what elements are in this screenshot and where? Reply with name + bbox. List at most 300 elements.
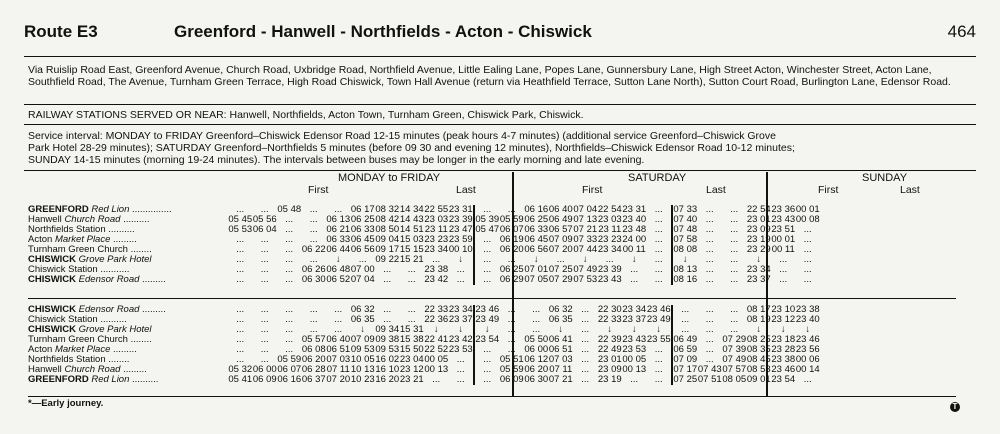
time-cell: 23 43 [771,214,796,225]
sunday-heading: SUNDAY [862,172,908,184]
time-cell: 05 57 [301,334,326,345]
timetable-row [28,215,820,225]
time-cell: ... [803,234,812,245]
time-cell: 23 42 [448,334,473,345]
time-cell: 23 46 [795,334,820,345]
time-cell: ... [309,304,318,315]
time-cell: 00 13 [622,364,647,375]
time-cell: ... [236,254,245,265]
time-cell: ... [730,214,739,225]
time-cell: 23 39 [448,214,473,225]
time-cell: 07 44 [573,244,598,255]
time-cell: 06 41 [548,334,573,345]
time-cell: ... [474,345,500,355]
time-cell: 06 25 [499,264,524,275]
time-cell: 05 47 [475,224,500,235]
transport-logo-icon: T [950,402,960,412]
time-cell: 22 41 [424,334,449,345]
time-cell: 05 53 [228,224,253,235]
time-cell: 06 25 [524,214,549,225]
time-cell: ... [456,264,465,275]
time-cell: ... [654,274,663,285]
time-cell: 06 37 [301,374,326,385]
stop-name [28,275,228,285]
time-cell: 06 22 [301,244,326,255]
time-cell: 09 17 [375,244,400,255]
time-cell: 07 17 [673,364,698,375]
time-cell: 23 23 [597,234,622,245]
stop-name-main: Chiswick Station [28,264,98,275]
time-cell: ... [705,204,714,215]
time-cell: 06 13 [326,214,351,225]
time-cell: 23 48 [622,224,647,235]
time-cell: 07 43 [697,364,722,375]
time-cell: ... [260,354,269,365]
stop-name-suffix: Edensor Road [78,274,140,285]
time-cell: 05 50 [524,334,549,345]
time-cell: ... [730,324,739,335]
leader-dots: .......... [123,214,150,225]
time-cell: 05 51 [499,354,524,365]
time-cell: 00 11 [771,244,795,255]
time-cell: 06 17 [350,204,375,215]
railway-stations: RAILWAY STATIONS SERVED OR NEAR: Hanwell, Northfields, Acton Town, Turnham Green, Chiswick Park, Chiswick. [28,109,584,121]
time-cell: ... [654,254,663,265]
time-cell: ↓ [756,324,762,335]
time-cell: 15 50 [399,344,424,355]
time-cell: 07 05 [524,274,549,285]
leader-dots: ......... [142,274,166,285]
time-cell: 08 16 [673,274,698,285]
time-cell: 22 52 [424,344,449,355]
time-cell: ... [456,364,465,375]
time-cell: ... [730,274,739,285]
time-cell: 05 59 [499,364,524,375]
time-cell: 07 51 [697,374,722,385]
time-cell: 06 57 [548,224,573,235]
time-cell: ↓ [756,254,762,265]
time-cell: 00 14 [795,364,820,375]
time-cell: ... [654,364,663,375]
time-cell: 14 43 [399,214,424,225]
time-cell: ... [456,274,465,285]
timetable-row [28,375,820,385]
time-cell: 23 11 [424,224,448,235]
time-cell: 05 48 [277,204,302,215]
time-cell: 23 51 [771,224,796,235]
time-cell: 06 44 [326,244,351,255]
stop-name-main: Acton [28,234,53,245]
time-cell: 06 33 [326,234,351,245]
time-cell: 07 04 [573,204,598,215]
time-cell: ↓ [533,254,539,265]
time-cell: 07 11 [326,364,350,375]
time-cell: ... [654,264,663,275]
time-cell: ... [605,254,614,265]
time-cell: ... [705,324,714,335]
time-cell: ... [803,374,812,385]
time-cell: 00 13 [424,364,449,375]
page-number: 464 [947,22,976,41]
time-cell: 07 25 [548,264,573,275]
time-cell: 07 33 [673,204,698,215]
time-cell: 23 34 [746,264,771,275]
time-cell: ... [236,264,245,275]
time-cell: 06 45 [524,234,549,245]
time-cell: ... [474,245,500,255]
time-cell: 06 48 [326,264,351,275]
time-cell: ... [407,274,416,285]
time-cell: 23 38 [795,304,820,315]
divider [28,396,956,397]
time-cell: ... [705,234,714,245]
time-cell: 07 09 [673,354,698,365]
time-cell: 06 26 [301,264,326,275]
time-cell: 05 59 [277,354,302,365]
time-cell: 06 30 [301,274,326,285]
time-cell: 07 33 [573,234,598,245]
sat-first-label: First [582,184,603,196]
time-cell: ... [654,204,663,215]
time-cell: 06 00 [524,344,549,355]
time-cell: 22 39 [597,334,622,345]
time-cell: 05 32 [228,364,253,375]
time-cell: ... [730,304,739,315]
time-cell: ... [730,244,739,255]
time-cell: 23 37 [622,314,647,325]
divider [24,124,976,125]
time-cell: ... [730,264,739,275]
time-cell: ... [779,274,788,285]
time-cell: 23 34 [424,244,449,255]
time-cell: 23 36 [771,204,796,215]
time-cell: ... [334,204,343,215]
time-cell: ... [334,304,343,315]
time-cell: 23 59 [448,234,473,245]
time-cell: ↓ [335,254,341,265]
leader-dots: .......... [100,314,127,325]
time-cell: 09 34 [375,324,400,335]
time-cell: ... [432,374,441,385]
time-cell: 23 34 [597,244,622,255]
time-cell: ... [705,344,714,355]
sun-first-label: First [818,184,839,196]
time-cell: ... [705,304,714,315]
stop-name-suffix: Edensor Road [78,304,140,315]
divider [24,104,976,105]
leader-dots: .......... [132,374,159,385]
route-title: Greenford - Hanwell - Northfields - Acton - Chiswick [174,22,592,41]
time-cell: 14 51 [399,224,424,235]
time-cell: ... [383,264,392,275]
time-cell: 15 15 [399,244,424,255]
time-cell: ... [705,254,714,265]
divider [24,56,976,57]
time-cell: ... [474,365,500,375]
stop-name-suffix: Church Road [64,364,121,375]
time-cell: ... [672,305,698,315]
time-cell: 07 48 [673,224,698,235]
time-cell: 00 05 [622,354,647,365]
stop-name-main: CHISWICK [28,274,77,285]
time-cell: 14 34 [399,204,424,215]
time-cell: ... [705,354,714,365]
stop-name-suffix: Market Place [54,344,111,355]
time-cell: 23 31 [448,204,473,215]
time-cell: ... [285,244,294,255]
time-cell: ... [803,244,812,255]
time-cell: 08 35 [746,344,771,355]
time-cell: ↓ [582,254,588,265]
time-cell: 10 05 [350,354,375,365]
time-cell: ↓ [458,324,464,335]
stop-name [28,375,228,385]
time-cell: 06 30 [524,374,549,385]
time-cell: 06 20 [499,244,524,255]
time-cell: 00 08 [795,214,820,225]
time-cell: 07 01 [524,264,549,275]
time-cell: 23 09 [746,224,771,235]
mon-fri-heading: MONDAY to FRIDAY [338,172,441,184]
time-cell: 06 04 [252,224,277,235]
time-cell: ... [456,374,465,385]
time-cell: 23 46 [475,304,500,315]
time-cell: 07 03 [548,354,573,365]
time-cell: ... [556,254,565,265]
time-cell: ... [532,314,541,325]
time-cell: 06 07 [277,364,302,375]
timetable-row [28,275,820,285]
time-cell: 23 09 [597,364,622,375]
stop-name-main: GREENFORD [28,374,89,385]
time-cell: 05 59 [499,214,524,225]
time-cell: 06 51 [548,344,573,355]
time-cell: ... [309,314,318,325]
time-cell: ... [309,204,318,215]
time-cell: ... [260,304,269,315]
time-cell: ... [285,214,294,225]
time-cell: 07 13 [573,214,598,225]
time-cell: ... [654,344,663,355]
time-cell: 06 16 [524,204,549,215]
time-cell: 06 19 [499,234,524,245]
time-cell: 23 54 [475,334,500,345]
time-cell: ... [654,234,663,245]
time-cell: 06 35 [350,314,375,325]
time-cell: 07 40 [673,214,698,225]
time-cell: 23 54 [771,374,796,385]
time-cell: 06 07 [499,224,524,235]
time-cell: ... [581,304,590,315]
time-cell: 15 31 [399,324,424,335]
time-cell: 07 09 [350,334,375,345]
time-cell: 07 53 [573,274,598,285]
time-cell: ... [654,244,663,255]
time-cell: 23 49 [646,314,671,325]
time-cell: 06 45 [350,234,375,245]
time-cell: ... [236,234,245,245]
service-interval-line: Park Hotel 28-29 minutes); SATURDAY Greenford–Northfields 5 minutes (before 09 30 and evening 12 minutes), Northfields–Chiswick Edensor Road 10-12 minutes; [28,142,795,154]
time-cell: 22 54 [746,204,771,215]
time-cell: ... [260,234,269,245]
time-cell: ... [474,275,500,285]
time-cell: ... [474,205,500,215]
time-cell: ... [705,314,714,325]
time-cell: 06 00 [252,364,277,375]
time-cell: 06 40 [326,334,351,345]
time-cell: 22 54 [597,204,622,215]
time-cell: 23 10 [771,304,796,315]
time-cell: ↓ [631,324,637,335]
stop-name-main: Turnham Green Church [28,244,128,255]
time-cell: 08 08 [673,244,698,255]
timetable-inbound [28,305,820,385]
time-cell: 22 55 [424,204,449,215]
time-cell: ... [803,224,812,235]
time-cell: ... [581,354,590,365]
time-cell: ... [654,354,663,365]
time-cell: 09 38 [375,334,400,345]
time-cell: 07 20 [326,374,351,385]
time-cell: ... [803,274,812,285]
time-cell: ... [581,344,590,355]
time-cell: ↓ [458,254,464,265]
time-cell: ... [654,224,663,235]
time-cell: ... [260,204,269,215]
time-cell: 23 18 [771,334,796,345]
time-cell: ... [236,204,245,215]
time-cell: ... [383,314,392,325]
time-cell: ... [432,254,441,265]
time-cell: 22 49 [597,344,622,355]
time-cell: 23 46 [646,304,671,315]
service-interval-line: SUNDAY 14-15 minutes (morning 19-24 minutes). The intervals between buses may be longer in the early morning and late evening. [28,154,645,166]
time-cell: ... [507,304,516,315]
time-cell: 07 29 [722,334,747,345]
time-cell: 00 10 [448,244,473,255]
time-cell: 22 33 [597,314,622,325]
time-cell: ... [285,314,294,325]
time-cell: 22 33 [424,304,449,315]
stop-name-suffix: Red Lion [91,374,130,385]
time-cell: ... [630,274,639,285]
time-cell: ... [407,304,416,315]
time-cell: ... [260,344,269,355]
stop-name-suffix: Market Place [54,234,111,245]
time-cell: 15 03 [399,234,424,245]
time-cell: ... [260,334,269,345]
time-cell: ... [581,314,590,325]
time-cell: ... [779,264,788,275]
time-cell: 06 40 [548,204,573,215]
time-cell: 23 39 [597,264,622,275]
time-cell: 23 55 [646,334,671,345]
divider [28,298,956,299]
time-cell: ... [705,244,714,255]
time-cell: 07 04 [350,274,375,285]
time-cell: ... [260,274,269,285]
time-cell: 06 20 [524,364,549,375]
time-cell: 06 32 [548,304,573,315]
stop-name-main: CHISWICK [28,324,77,335]
time-cell: ... [507,324,516,335]
stop-name-suffix: Church Road [64,214,121,225]
time-cell: ... [383,304,392,315]
time-cell: ... [630,264,639,275]
time-cell: ... [705,214,714,225]
time-cell: 23 28 [771,344,796,355]
time-cell: ... [779,254,788,265]
time-cell: 06 33 [350,224,375,235]
time-cell: ↓ [672,255,698,265]
time-cell: 00 05 [424,354,449,365]
time-cell: ... [532,304,541,315]
time-cell: 06 32 [350,304,375,315]
time-cell: ... [309,254,318,265]
time-cell: 07 21 [573,224,598,235]
time-cell: 07 57 [722,364,747,375]
time-cell: 07 00 [350,264,375,275]
time-cell: 06 35 [548,314,573,325]
time-cell: ↓ [607,324,613,335]
time-cell: 23 37 [448,314,473,325]
leader-dots: ......... [123,364,147,375]
time-cell: ↓ [805,324,811,335]
time-cell: ... [383,274,392,285]
time-cell: 23 49 [475,314,500,325]
leader-dots: ........ [108,354,130,365]
time-cell: 05 45 [228,214,253,225]
time-cell: ... [309,234,318,245]
time-cell: ... [474,235,500,245]
time-cell: ... [285,334,294,345]
leader-dots: ............... [132,204,172,215]
time-cell: 08 17 [746,304,771,315]
time-cell: 06 08 [301,344,326,355]
time-cell: 23 03 [424,214,449,225]
stop-name-main: Chiswick Station [28,314,98,325]
time-cell: ... [260,244,269,255]
time-cell: 06 16 [277,374,302,385]
time-cell: ... [474,255,500,265]
time-cell: 08 45 [746,354,771,365]
time-cell: ... [705,274,714,285]
time-cell: 23 42 [424,274,449,285]
divider [24,170,976,171]
time-cell: 06 59 [673,344,698,355]
time-cell: 23 01 [597,354,622,365]
time-cell: ... [532,324,541,335]
time-cell: 09 01 [746,374,771,385]
time-cell: ... [309,224,318,235]
time-cell: ... [507,254,516,265]
time-cell: 08 53 [746,364,771,375]
time-cell: 23 04 [399,354,424,365]
time-cell: 09 04 [375,234,400,245]
saturday-heading: SATURDAY [628,172,687,184]
time-cell: ... [309,324,318,335]
time-cell: 07 09 [548,234,573,245]
stop-name-main: GREENFORD [28,204,89,215]
time-cell: 23 01 [746,214,771,225]
time-cell: ... [507,204,516,215]
time-cell: ... [358,254,367,265]
time-cell: 07 21 [548,374,573,385]
time-cell: ... [407,264,416,275]
time-cell: 00 06 [795,354,820,365]
time-cell: ... [236,314,245,325]
time-cell: 15 21 [399,254,424,265]
